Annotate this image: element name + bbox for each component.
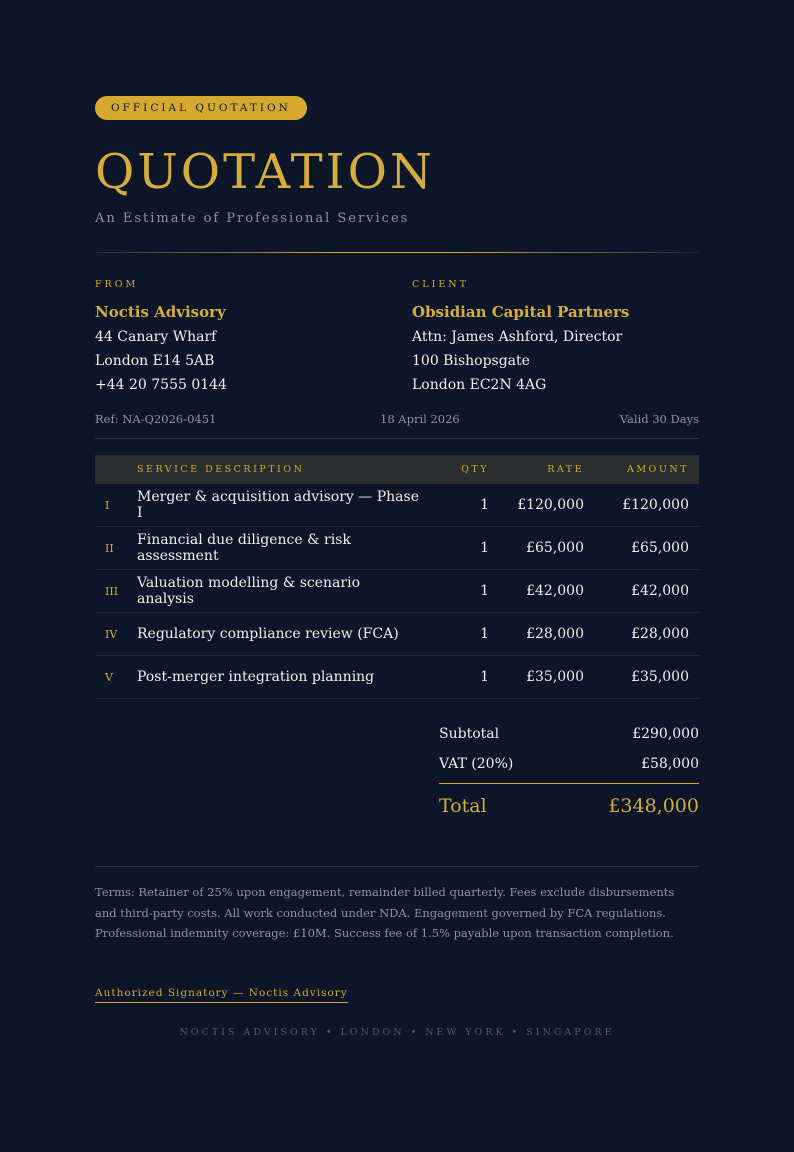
- official-badge: OFFICIAL QUOTATION: [95, 96, 307, 120]
- row-rate: £42,000: [499, 570, 594, 613]
- line-items-table: [95, 455, 699, 699]
- from-phone: +44 20 7555 0144: [95, 377, 227, 393]
- row-qty: 1: [429, 613, 499, 656]
- table-row: [95, 656, 699, 699]
- quote-validity: Valid 30 Days: [619, 412, 699, 426]
- row-number: IV: [95, 613, 137, 656]
- client-address-line: London EC2N 4AG: [412, 377, 547, 393]
- row-amount: £28,000: [594, 613, 699, 656]
- row-rate: £120,000: [499, 484, 594, 527]
- row-qty: 1: [429, 527, 499, 570]
- client-address-line: 100 Bishopsgate: [412, 353, 530, 369]
- terms-text: Terms: Retainer of 25% upon engagement, remainder billed quarterly. Fees exclude disbursements and third-party costs. All work conducted under NDA. Engagement governed by FCA regulations. Professional indemnity coverage: £10M. Success fee of 1.5% payable upon transaction completion.: [95, 885, 675, 940]
- from-block: [95, 279, 227, 397]
- subtotal-row: [439, 719, 699, 749]
- row-amount: £35,000: [594, 656, 699, 699]
- client-attention: Attn: James Ashford, Director: [412, 329, 623, 345]
- client-label: CLIENT: [412, 279, 469, 290]
- row-number: III: [95, 570, 137, 613]
- parties-section: [95, 279, 699, 399]
- from-address-line: 44 Canary Wharf: [95, 329, 217, 345]
- row-amount: £65,000: [594, 527, 699, 570]
- header-description: SERVICE DESCRIPTION: [137, 464, 305, 475]
- client-name: Obsidian Capital Partners: [412, 303, 630, 321]
- total-value: £348,000: [608, 795, 699, 817]
- client-block: [412, 279, 629, 397]
- terms-divider: [95, 866, 699, 867]
- row-number: II: [95, 527, 137, 570]
- quote-date: 18 April 2026: [380, 412, 460, 426]
- document-title: QUOTATION: [95, 144, 435, 200]
- header-divider: [95, 252, 699, 253]
- totals-block: [439, 719, 699, 828]
- header-rate: RATE: [547, 464, 584, 475]
- row-description: Post-merger integration planning: [137, 656, 429, 699]
- table-row: [95, 613, 699, 656]
- row-qty: 1: [429, 484, 499, 527]
- row-qty: 1: [429, 570, 499, 613]
- table-row: [95, 484, 699, 527]
- table-body: [95, 484, 699, 699]
- row-number: I: [95, 484, 137, 527]
- total-row: [439, 783, 699, 828]
- row-qty: 1: [429, 656, 499, 699]
- from-address-line: London E14 5AB: [95, 353, 215, 369]
- subtotal-value: £290,000: [632, 726, 699, 742]
- row-rate: £65,000: [499, 527, 594, 570]
- vat-value: £58,000: [641, 756, 699, 772]
- quote-meta: [95, 412, 699, 439]
- table-row: [95, 527, 699, 570]
- row-number: V: [95, 656, 137, 699]
- from-label: FROM: [95, 279, 139, 290]
- row-rate: £28,000: [499, 613, 594, 656]
- vat-row: [439, 749, 699, 779]
- from-name: Noctis Advisory: [95, 303, 226, 321]
- header-amount: AMOUNT: [626, 464, 689, 475]
- table-header-row: [95, 455, 699, 484]
- row-description: Valuation modelling & scenario analysis: [137, 570, 429, 613]
- row-amount: £120,000: [594, 484, 699, 527]
- authorized-signatory: Authorized Signatory — Noctis Advisory: [95, 986, 348, 1003]
- quote-reference: Ref: NA-Q2026-0451: [95, 412, 217, 426]
- footer-offices: NOCTIS ADVISORY • LONDON • NEW YORK • SINGAPORE: [179, 1026, 615, 1038]
- row-description: Financial due diligence & risk assessment: [137, 527, 429, 570]
- table-header: [95, 455, 699, 484]
- total-label: Total: [439, 795, 487, 817]
- document-subtitle: An Estimate of Professional Services: [95, 211, 410, 226]
- row-description: Regulatory compliance review (FCA): [137, 613, 429, 656]
- row-description: Merger & acquisition advisory — Phase I: [137, 484, 429, 527]
- subtotal-label: Subtotal: [439, 726, 500, 742]
- header-index: [95, 455, 137, 484]
- vat-label: VAT (20%): [439, 756, 514, 772]
- row-amount: £42,000: [594, 570, 699, 613]
- table-row: [95, 570, 699, 613]
- row-rate: £35,000: [499, 656, 594, 699]
- quotation-content: [95, 96, 699, 1038]
- header-qty: QTY: [461, 464, 489, 475]
